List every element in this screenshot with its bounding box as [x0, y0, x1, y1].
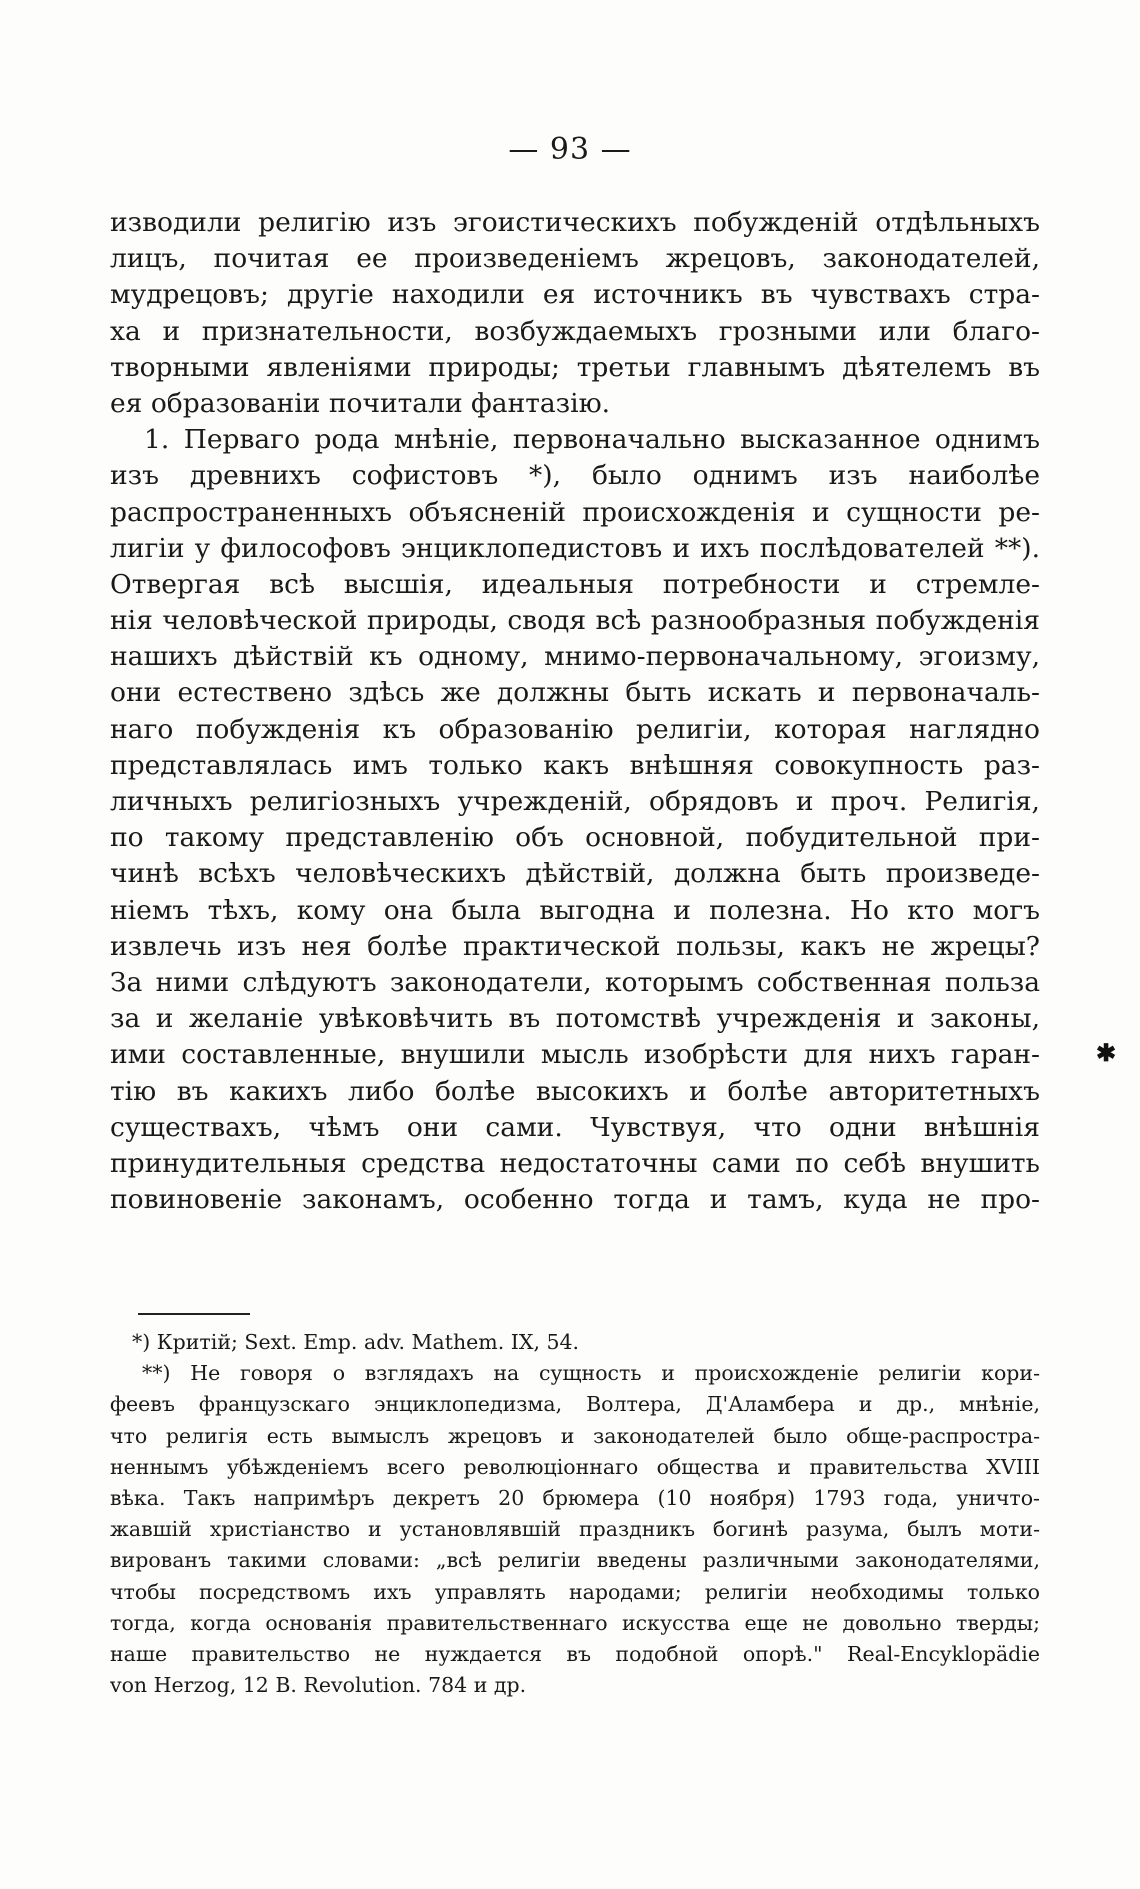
body-line: чинѣ всѣхъ человѣческихъ дѣйствій, должна быть произведе- [110, 858, 1040, 890]
body-line: лигіи у философовъ энциклопедистовъ и ихъ послѣдователей **). [110, 532, 1040, 564]
body-line: личныхъ религіозныхъ учрежденій, обрядовъ и проч. Религія, [110, 786, 1040, 817]
body-line: извлечь изъ нея болѣе практической пользы, какъ не жрецы? [110, 930, 1040, 962]
body-line: принудительныя средства недостаточны сами по себѣ внушить [110, 1147, 1040, 1179]
body-line: ніемъ тѣхъ, кому она была выгодна и полезна. Но кто могъ [110, 894, 1040, 926]
body-line: мудрецовъ; другіе находили ея источникъ въ чувствахъ стра- [110, 279, 1040, 311]
footnote-line: вѣка. Такъ напримѣръ декретъ 20 брюмера (10 ноября) 1793 года, уничто- [110, 1485, 1040, 1510]
body-line: 1. Перваго рода мнѣніе, первоначально высказанное однимъ [144, 424, 1040, 456]
body-line: нія человѣческой природы, сводя всѣ разнообразныя побужденія [110, 605, 1040, 637]
body-line: изводили религію изъ эгоистическихъ побужденій отдѣльныхъ [110, 207, 1040, 238]
footnote-line: чтобы посредствомъ ихъ управлять народами; религіи необходимы только [110, 1579, 1040, 1604]
body-line: распространенныхъ объясненій происхожденія и сущности ре- [110, 496, 1040, 528]
body-line: ха и признательности, возбуждаемыхъ грозными или благо- [110, 315, 1040, 347]
body-line: ими составленные, внушили мысль изобрѣсти для нихъ гаран- [110, 1039, 1040, 1071]
footnote-divider [138, 1313, 250, 1315]
body-line: нашихъ дѣйствій къ одному, мнимо-первоначальному, эгоизму, [110, 641, 1040, 673]
footnote-line: вированъ такими словами: „всѣ религіи введены различными законодателями, [110, 1548, 1040, 1573]
footnote-line: **) Не говоря о взглядахъ на сущность и происхожденіе религіи кори- [142, 1361, 1040, 1386]
footnote-line: *) Критій; Sext. Emp. adv. Mathem. IX, 54. [132, 1330, 580, 1354]
footnote-line: жавшій христіанство и установлявшій праздникъ богинѣ разума, былъ моти- [110, 1517, 1040, 1542]
body-line: изъ древнихъ софистовъ *), было однимъ изъ наиболѣе [110, 460, 1040, 492]
footnotes [110, 1327, 1040, 1701]
body-line: за и желаніе увѣковѣчить въ потомствѣ учрежденія и законы, [110, 1003, 1040, 1035]
body-line: представлялась имъ только какъ внѣшняя совокупность раз- [110, 749, 1040, 781]
body-line: наго побужденія къ образованію религіи, которая наглядно [110, 713, 1040, 745]
footnote-line: von Herzog, 12 B. Revolution. 784 и др. [110, 1673, 527, 1698]
footnote-line: неннымъ убѣжденіемъ всего революціоннаго общества и правительства XVIII [110, 1454, 1040, 1479]
footnote-line: тогда, когда основанія правительственнаго искусства еще не довольно тверды; [110, 1610, 1040, 1635]
page-number: — 93 — [508, 132, 632, 167]
footnote-line: наше правительство не нуждается въ подобной опорѣ." Real-Encyklopädie [110, 1641, 1040, 1666]
body-text [110, 205, 1040, 1218]
body-line: творными явленіями природы; третьи главнымъ дѣятелемъ въ [110, 351, 1040, 383]
margin-asterisk-icon: ✱ [1096, 1038, 1117, 1067]
footnote-line: что религія есть вымыслъ жрецовъ и законодателей было обще-распростра- [110, 1423, 1040, 1448]
body-line: За ними слѣдуютъ законодатели, которымъ собственная польза [110, 966, 1040, 998]
body-line: лицъ, почитая ее произведеніемъ жрецовъ, законодателей, [110, 243, 1040, 275]
body-line: тію въ какихъ либо болѣе высокихъ и болѣе авторитетныхъ [110, 1075, 1040, 1107]
footnote-line: феевъ французскаго энциклопедизма, Волтера, Д'Аламбера и др., мнѣніе, [110, 1392, 1040, 1417]
body-line: ея образованіи почитали фантазію. [110, 387, 611, 419]
body-line: существахъ, чѣмъ они сами. Чувствуя, что одни внѣшнія [110, 1111, 1040, 1143]
body-line: Отвергая всѣ высшія, идеальныя потребности и стремле- [110, 568, 1040, 600]
body-line: повиновеніе законамъ, особенно тогда и тамъ, куда не про- [110, 1184, 1040, 1216]
body-line: они естествено здѣсь же должны быть искать и первоначаль- [110, 677, 1040, 709]
body-line: по такому представленію объ основной, побудительной при- [110, 822, 1040, 854]
